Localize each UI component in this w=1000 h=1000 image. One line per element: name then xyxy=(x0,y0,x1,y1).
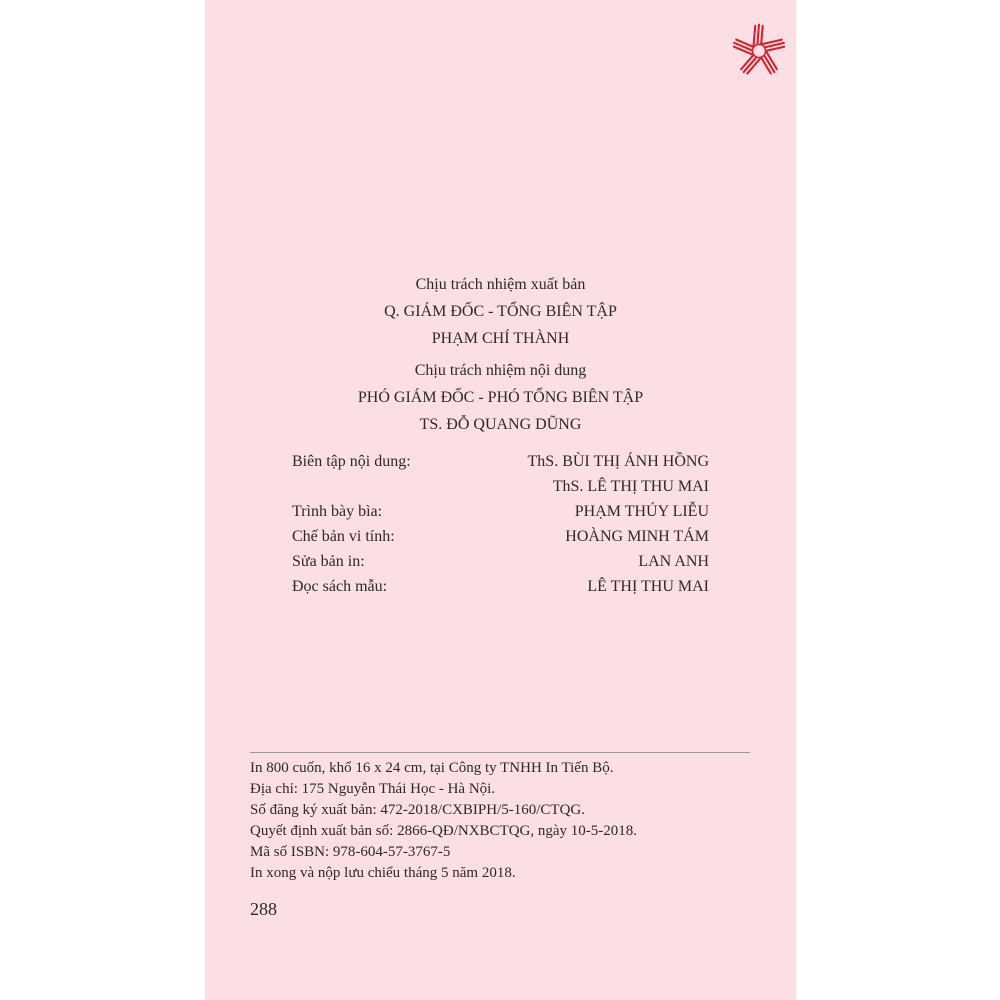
imprint-line: Mã số ISBN: 978-604-57-3767-5 xyxy=(250,844,451,860)
staff-role: Sửa bản in: xyxy=(292,553,365,570)
page-number: 288 xyxy=(250,899,277,919)
publishing-responsibility-heading: Chịu trách nhiệm xuất bản xyxy=(415,276,586,293)
imprint-block xyxy=(250,758,770,884)
publishing-director-name: PHẠM CHÍ THÀNH xyxy=(431,330,570,347)
book-page xyxy=(205,0,796,1000)
staff-person: ThS. BÙI THỊ ÁNH HỒNG xyxy=(527,453,709,470)
staff-row xyxy=(292,574,709,599)
staff-person: HOÀNG MINH TÁM xyxy=(565,528,709,545)
staff-person: ThS. LÊ THỊ THU MAI xyxy=(552,478,709,495)
staff-row xyxy=(292,474,709,499)
deputy-director-name: TS. ĐỖ QUANG DŨNG xyxy=(419,416,582,433)
imprint-line: Số đăng ký xuất bản: 472-2018/CXBIPH/5-160/CTQG. xyxy=(250,802,585,818)
content-responsibility-heading: Chịu trách nhiệm nội dung xyxy=(414,362,587,379)
staff-person: LAN ANH xyxy=(638,553,709,570)
imprint-divider xyxy=(250,752,750,753)
staff-role: Trình bày bìa: xyxy=(292,503,383,520)
staff-row xyxy=(292,524,709,549)
staff-row xyxy=(292,499,709,524)
content-responsibility-block xyxy=(205,357,796,438)
staff-role: Chế bản vi tính: xyxy=(292,528,395,545)
imprint-line: In 800 cuốn, khổ 16 x 24 cm, tại Công ty TNHH In Tiến Bộ. xyxy=(250,760,614,776)
publishing-responsibility-block xyxy=(205,271,796,352)
imprint-line: Quyết định xuất bản số: 2866-QĐ/NXBCTQG, ngày 10-5-2018. xyxy=(250,823,638,839)
staff-row xyxy=(292,549,709,574)
staff-person: PHẠM THÚY LIỄU xyxy=(574,503,709,520)
publishing-director-title: Q. GIÁM ĐỐC - TỔNG BIÊN TẬP xyxy=(384,303,617,320)
publisher-star-logo-icon xyxy=(731,22,787,78)
imprint-line: Địa chỉ: 175 Nguyễn Thái Học - Hà Nội. xyxy=(250,781,496,797)
deputy-director-title: PHÓ GIÁM ĐỐC - PHÓ TỔNG BIÊN TẬP xyxy=(357,389,644,406)
staff-person: LÊ THỊ THU MAI xyxy=(587,578,709,595)
staff-role: Đọc sách mẫu: xyxy=(292,578,388,595)
imprint-line: In xong và nộp lưu chiểu tháng 5 năm 2018. xyxy=(250,865,516,881)
staff-role: Biên tập nội dung: xyxy=(292,453,411,470)
staff-credits-list xyxy=(292,449,709,599)
staff-row xyxy=(292,449,709,474)
